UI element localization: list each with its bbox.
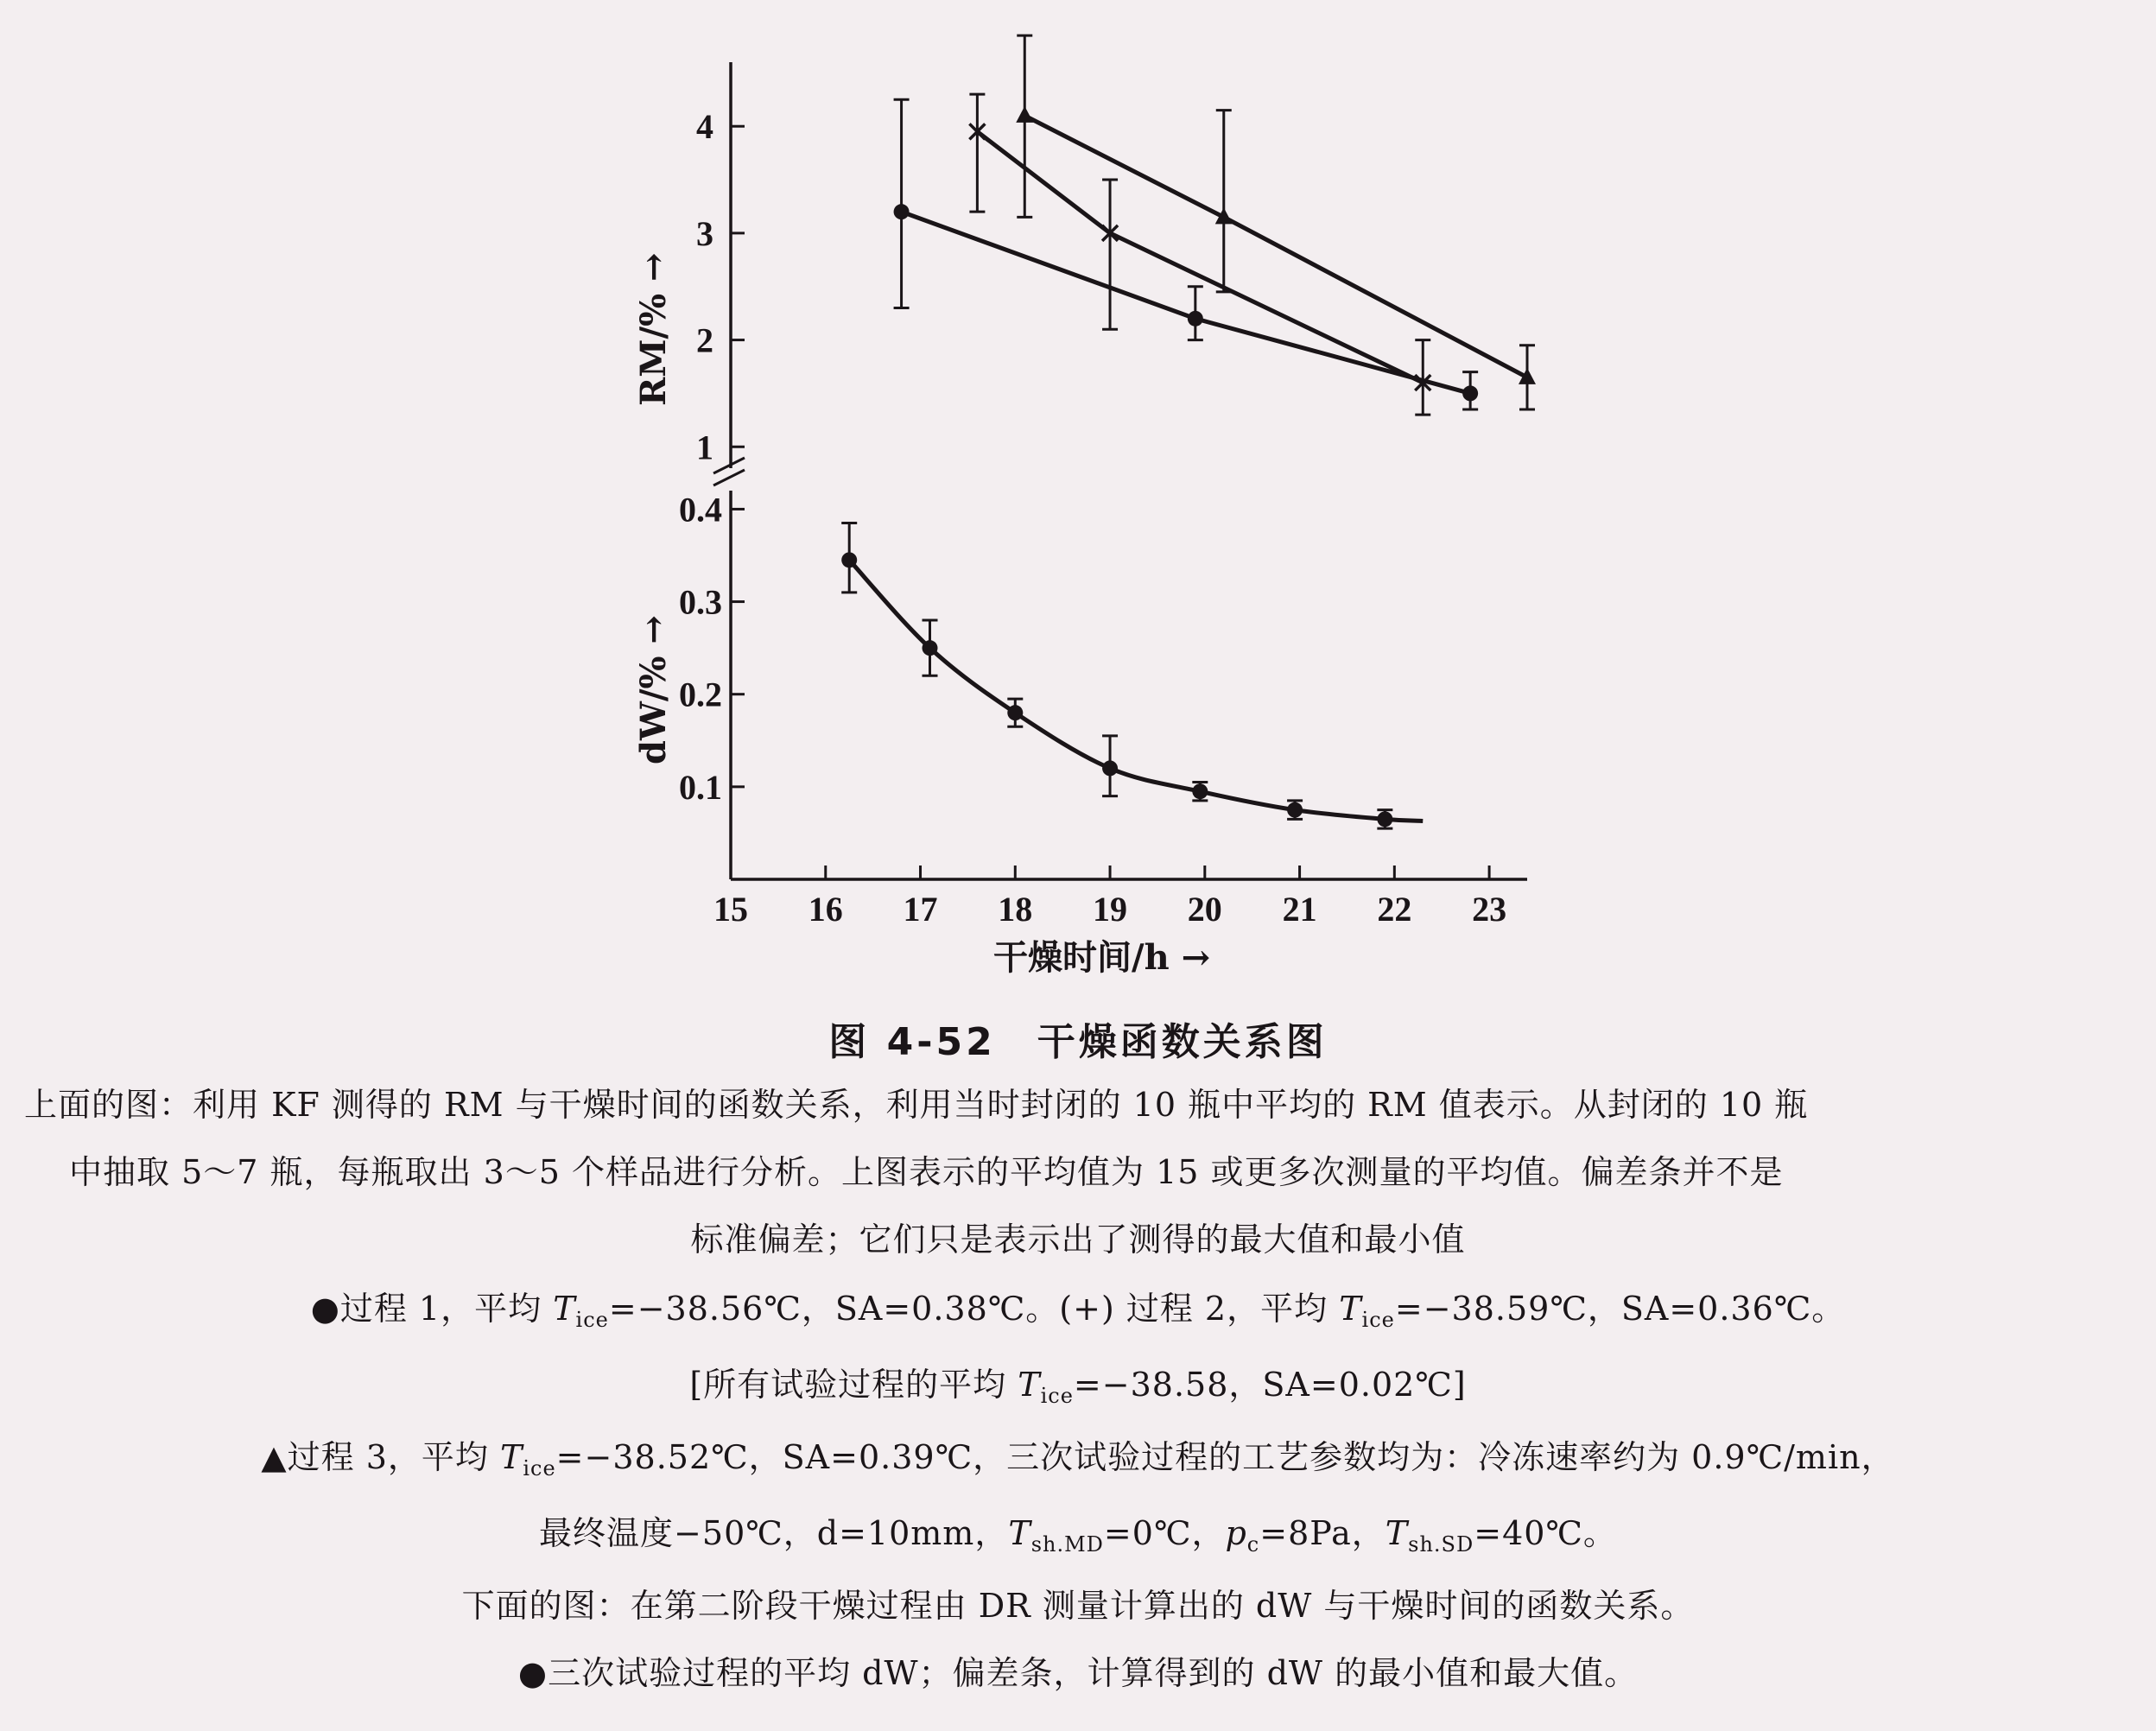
rm-series-3-line [1024,116,1527,377]
x-tick-label: 15 [713,890,748,929]
ice-subscript: ice [1040,1384,1074,1408]
process-1-value: =−38.56℃，SA=0.38℃。(+) 过程 2，平均 [608,1290,1340,1328]
sh-sd-subscript: sh.SD [1408,1532,1474,1557]
dw-series-point [1377,811,1392,827]
x-tick-label: 18 [998,890,1033,929]
x-axis-title: 干燥时间/h → [993,937,1211,978]
lower-y-tick-label: 0.3 [679,582,722,622]
x-tick-label: 22 [1377,890,1412,929]
x-tick-label: 20 [1187,890,1222,929]
all-runs-value: =−38.58，SA=0.02℃] [1073,1366,1467,1404]
all-runs-line [0,1368,2156,1406]
process-params-line [0,1514,2156,1557]
lower-y-tick-label: 0.1 [679,767,722,807]
upper-y-ticks [696,107,745,466]
upper-series-group [894,35,1536,415]
params-part-3: =8Pa， [1259,1514,1386,1552]
x-tick-label: 19 [1093,890,1128,929]
t-ice-symbol: T [499,1438,523,1476]
upper-y-tick-label: 2 [696,320,713,360]
process-3-prefix: ▲过程 3，平均 [261,1438,500,1476]
dw-series-point [923,640,938,656]
upper-y-tick-label: 1 [696,428,713,467]
t-ice-symbol: T [1018,1366,1041,1404]
process-3-value: =−38.52℃，SA=0.39℃，三次试验过程的工艺参数均为：冷冻速率约为 0.9℃/min， [555,1438,1895,1476]
upper-description-line-2: 中抽取 5～7 瓶，每瓶取出 3～5 个样品进行分析。上图表示的平均值为 15 或更多次测量的平均值。偏差条并不是 [69,1153,1784,1191]
upper-y-tick-label: 3 [696,213,713,253]
dw-series-point [1102,760,1118,776]
x-tick-label: 16 [808,890,843,929]
params-part-2: =0℃， [1103,1514,1226,1552]
params-part-1: 最终温度−50℃，d=10mm， [539,1514,1009,1552]
all-runs-prefix: [所有试验过程的平均 [689,1366,1018,1404]
rm-series-3-point [1016,106,1033,123]
rm-series-2-line [977,131,1423,383]
lower-note: ●三次试验过程的平均 dW；偏差条，计算得到的 dW 的最小值和最大值。 [517,1654,1639,1692]
process-3-line [0,1438,2156,1481]
figure-title: 图 4-52 干燥函数关系图 [828,1020,1328,1064]
upper-description-line-3: 标准偏差；它们只是表示出了测得的最大值和最小值 [690,1221,1466,1259]
lower-series-group [841,523,1423,829]
t-ice-symbol: T [553,1290,576,1328]
process-1-prefix: ●过程 1，平均 [310,1290,554,1328]
p-c-symbol: p [1225,1514,1247,1552]
dw-series-point [841,552,857,567]
dw-series-point [1192,783,1208,799]
rm-series-1-point [1188,311,1203,327]
upper-description-line-1: 上面的图：利用 KF 测得的 RM 与干燥时间的函数关系，利用当时封闭的 10 瓶中平均的 RM 值表示。从封闭的 10 瓶 [24,1086,1809,1124]
x-tick-label: 23 [1472,890,1507,929]
lower-description: 下面的图：在第二阶段干燥过程由 DR 测量计算出的 dW 与干燥时间的函数关系。 [461,1587,1695,1625]
sh-md-subscript: sh.MD [1030,1532,1104,1557]
c-subscript: c [1246,1532,1260,1557]
rm-series-1-point [894,204,910,219]
x-tick-label: 17 [903,890,938,929]
upper-y-axis-title: RM/% → [633,252,674,406]
x-tick-label: 21 [1282,890,1317,929]
dw-series-point [1007,705,1023,720]
ice-subscript: ice [1361,1308,1395,1332]
ice-subscript: ice [575,1308,609,1332]
t-shelf-symbol: T [1385,1514,1409,1552]
process-2-value: =−38.59℃，SA=0.36℃。 [1394,1290,1846,1328]
lower-y-ticks [679,490,745,806]
rm-series-1-point [1462,385,1478,401]
dw-series-curve [849,560,1423,821]
dw-series-point [1287,802,1303,818]
t-ice-symbol: T [1339,1290,1362,1328]
params-part-4: =40℃。 [1474,1514,1617,1552]
lower-y-axis-title: dW/% → [633,615,674,764]
lower-y-tick-label: 0.2 [679,675,722,714]
x-ticks [713,866,1506,929]
process-1-2-line [0,1292,2156,1330]
lower-y-tick-label: 0.4 [679,490,722,529]
ice-subscript: ice [523,1456,556,1481]
upper-y-tick-label: 4 [696,107,713,147]
t-shelf-symbol: T [1008,1514,1031,1552]
